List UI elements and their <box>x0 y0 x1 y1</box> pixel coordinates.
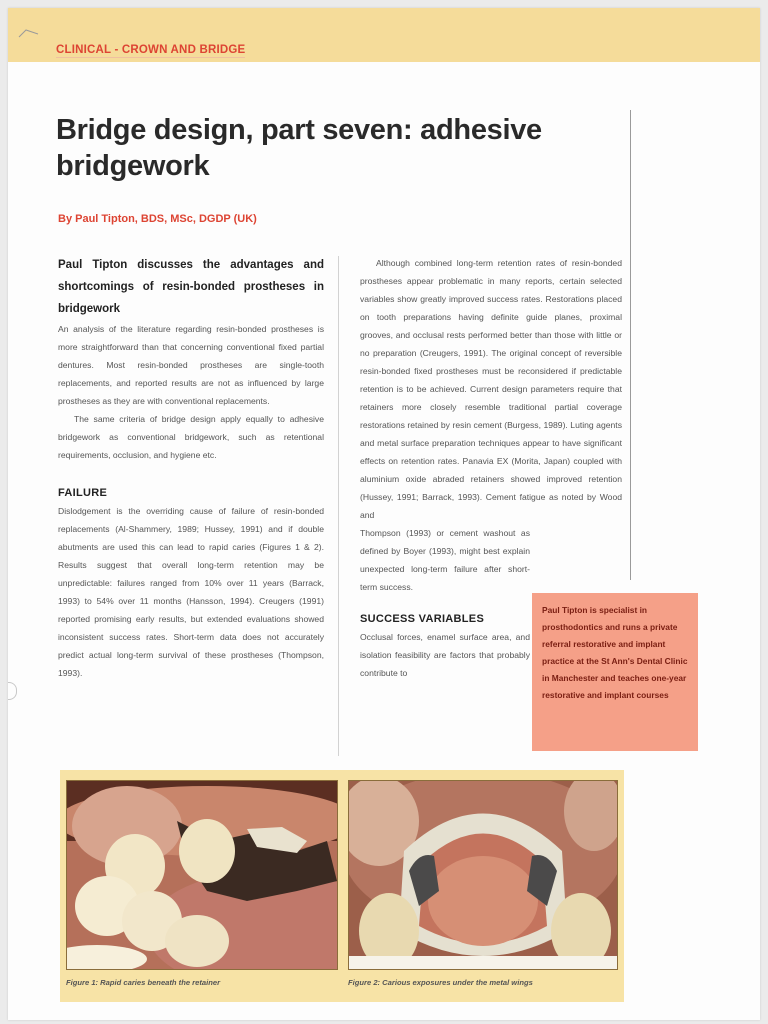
failure-heading: FAILURE <box>58 487 108 499</box>
figure-1-caption: Figure 1: Rapid caries beneath the retainer <box>66 978 221 987</box>
retention-paragraph: Although combined long-term retention rates of resin-bonded prostheses appear problematic in many reports, certain selected variables show greatly improved success rates. Restorations placed on tooth preparations having definite guide planes, proximal grooves, and occlusal rests performed better than those with little or no preparation (Creugers, 1991). The original concept of reversible resin-bonded fixed prostheses must be reconsidered if predictable retention is to be achieved. Current design parameters require that retainers more closely resemble traditional partial coverage restorations retained by resin cement (Burgess, 1989). Luting agents and metal surface preparation techniques appear to have significant effects on retention rates. Panavia EX (Morita, Japan) coupled with aluminium oxide abraded retainers showed improved retention (Hussey, 1991; Barrack, 1993). Cement fatigue as noted by Wood and <box>360 258 622 520</box>
binder-punch-mark <box>8 682 17 700</box>
scan-corner-mark <box>18 28 40 38</box>
intro-paragraph-1: An analysis of the literature regarding resin-bonded prostheses is more straightforward than that concerning conventional fixed partial dentures. Most resin-bonded prostheses are single-tooth replacements, and reported results are not as influenced by large prostheses as they are with conventional replacements. <box>58 324 324 406</box>
success-variables-heading: SUCCESS VARIABLES <box>360 613 485 625</box>
intro-paragraph-2: The same criteria of bridge design apply equally to adhesive bridgework as conventional bridgework, such as retentional requirements, occlusion, and hygiene etc. <box>58 414 324 460</box>
title-divider-line <box>630 110 631 580</box>
section-label: CLINICAL - CROWN AND BRIDGE <box>56 44 246 56</box>
article-title: Bridge design, part seven: adhesive bridgework <box>56 114 542 182</box>
magazine-page <box>8 8 760 1020</box>
figure-1-photo <box>66 780 338 970</box>
standfirst: Paul Tipton discusses the advantages and shortcomings of resin-bonded prostheses in bridgework <box>58 259 324 315</box>
figure-2-caption: Figure 2: Carious exposures under the metal wings <box>348 978 533 987</box>
failure-paragraph: Dislodgement is the overriding cause of failure of resin-bonded replacements (Al-Shammery, 1989; Hussey, 1991) and if double abutments are used this can lead to rapid caries (Figures 1 & 2). Results suggest that overall long-term retention may be unpredictable: failures ranged from 10% over 11 years (Barrack, 1993) to 54% over 11 months (Hansson, 1994). Creugers (1991) reported promising early results, but extended evaluations showed inconsistent success rates. Short-term data does not accurately predict actual long-term survival of these prostheses (Thompson, 1993). <box>58 506 324 678</box>
byline: By Paul Tipton, BDS, MSc, DGDP (UK) <box>58 213 257 225</box>
success-paragraph: Occlusal forces, enamel surface area, and isolation feasibility are factors that probably contribute to <box>360 632 530 678</box>
column-divider <box>338 256 339 756</box>
author-bio-box: Paul Tipton is specialist in prosthodontics and runs a private referral restorative and implant practice at the St Ann's Dental Clinic in Manchester and teaches one-year restorative and implant courses <box>532 593 698 751</box>
figure-panel <box>60 770 624 1002</box>
figure-2-photo <box>348 780 618 970</box>
cement-paragraph: Thompson (1993) or cement washout as defined by Boyer (1993), might best explain unexpected long-term failure after short-term success. <box>360 528 530 592</box>
column-left <box>58 254 324 682</box>
